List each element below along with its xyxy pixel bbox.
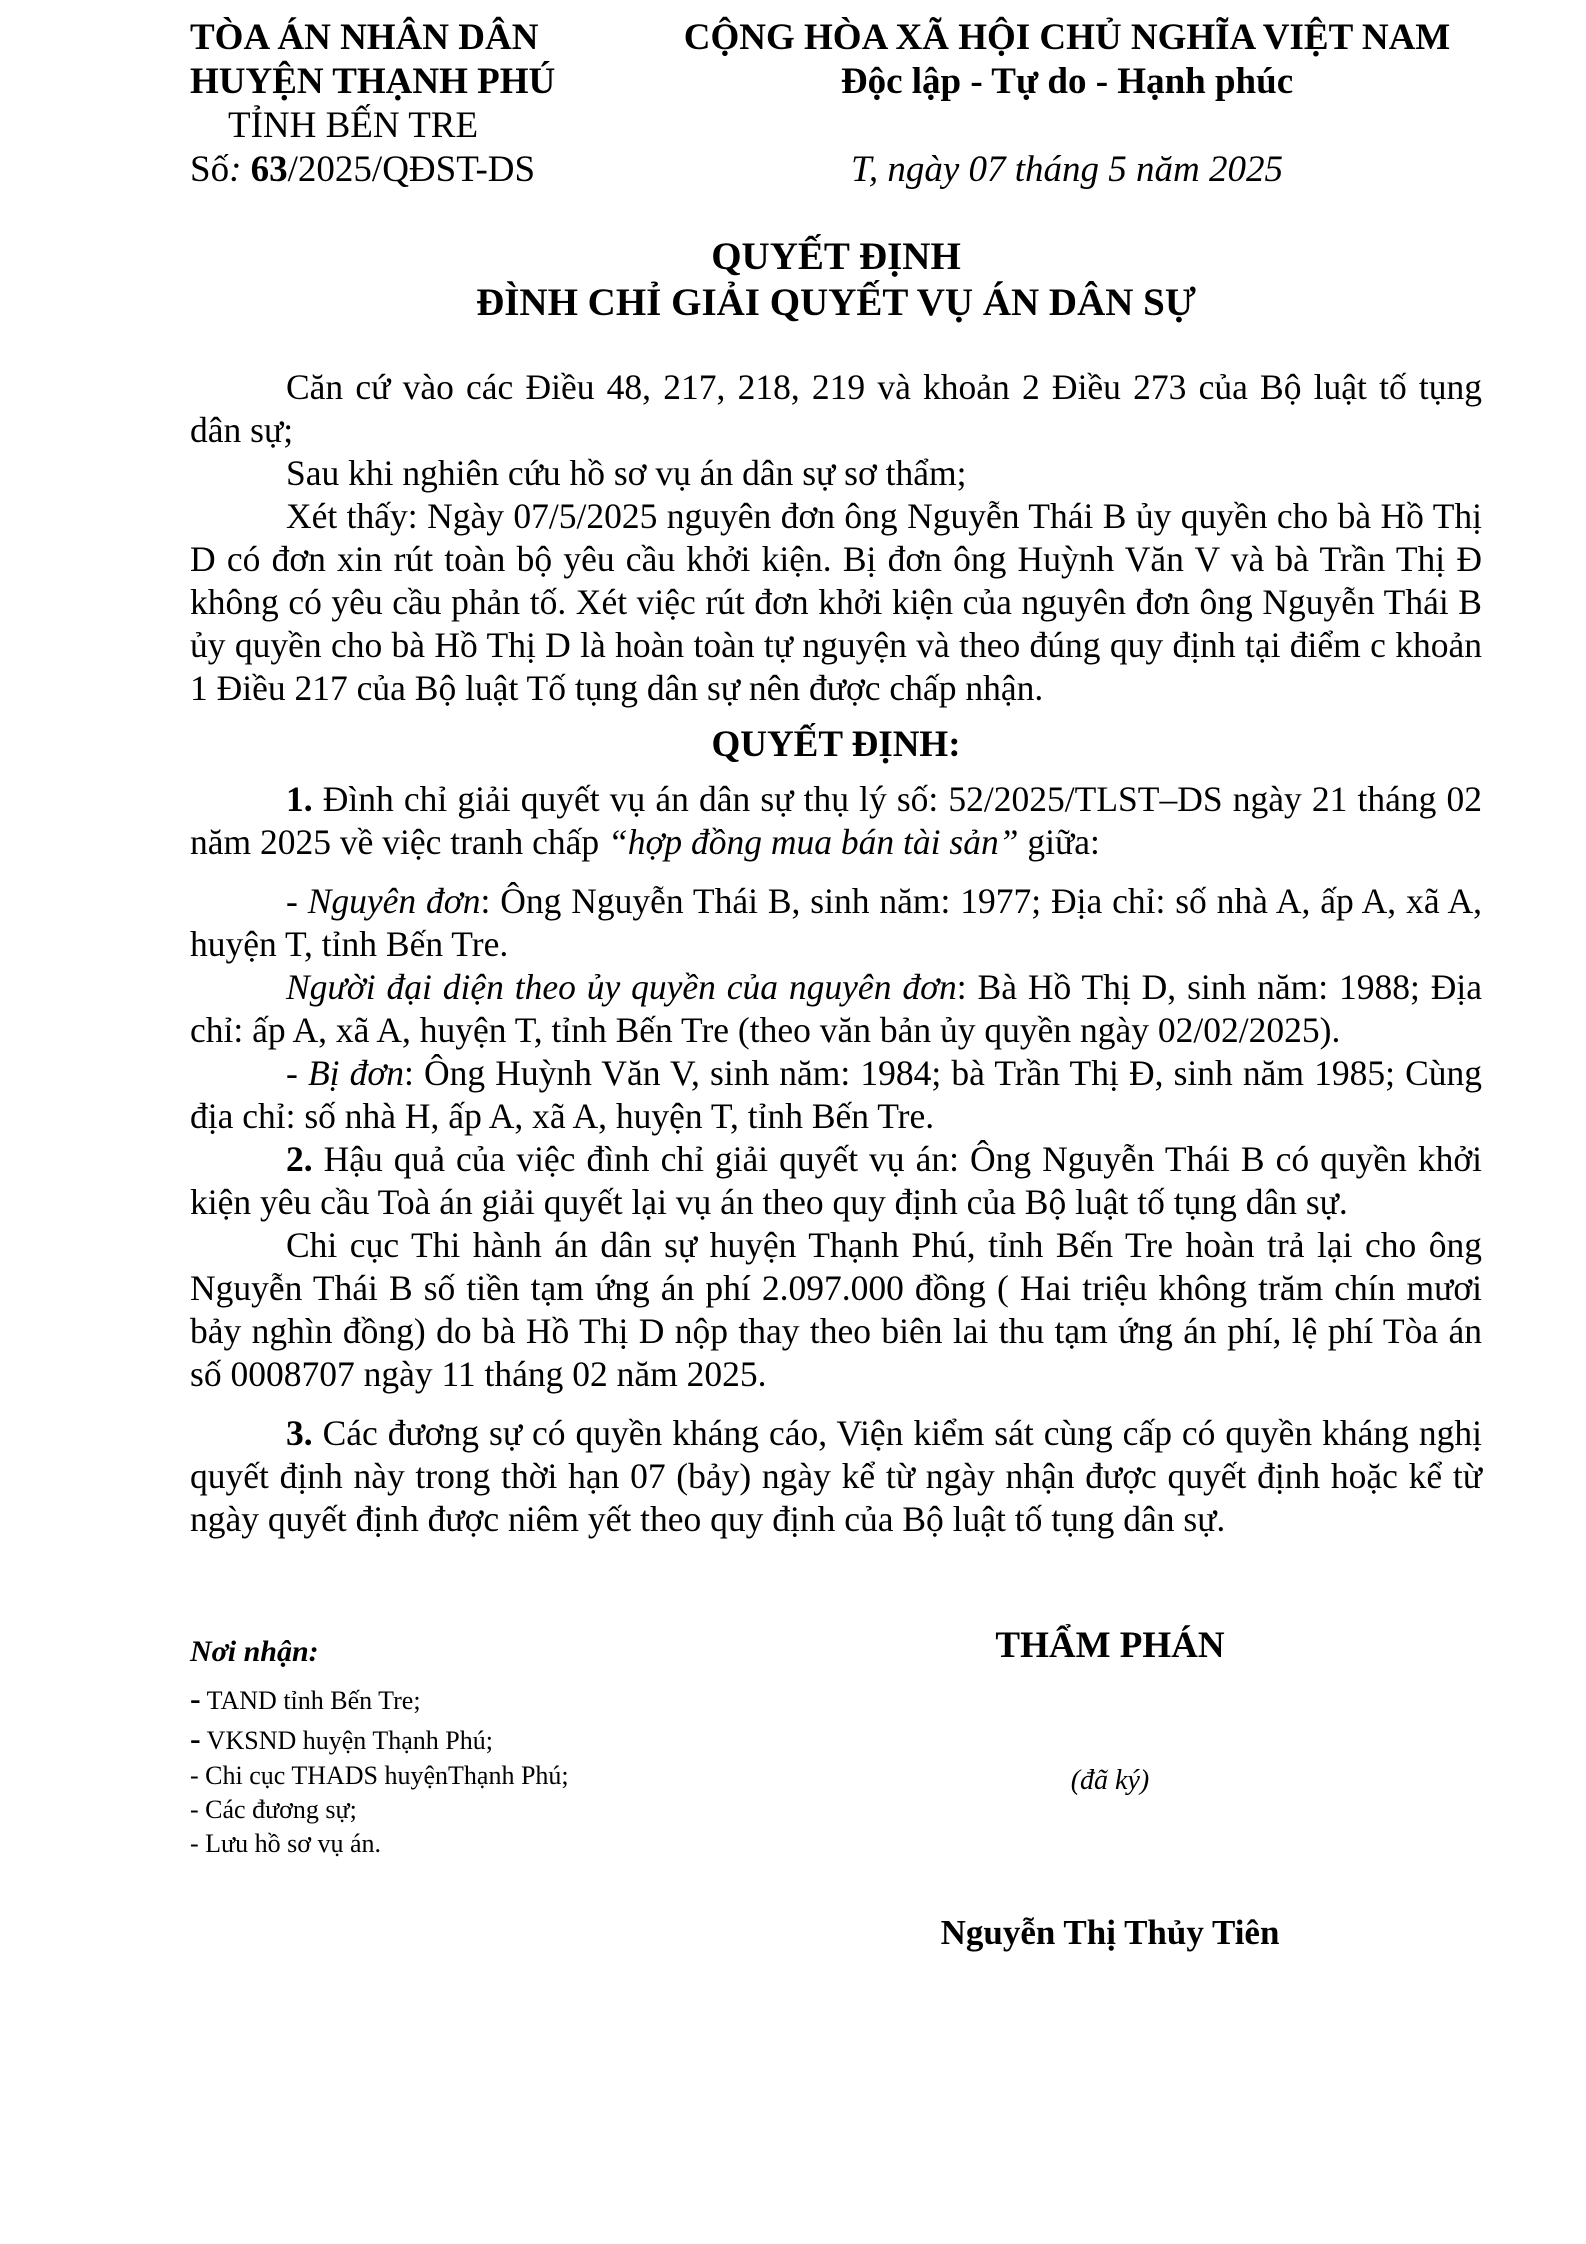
item-1-tail: giữa: <box>1018 822 1100 862</box>
signed-note: (đã ký) <box>1070 1765 1150 1796</box>
number-colon: : <box>229 149 242 190</box>
considering-paragraph: Xét thấy: Ngày 07/5/2025 nguyên đơn ông Nguyễn Thái B ủy quyền cho bà Hồ Thị D có đơn xin rút toàn bộ yêu cầu khởi kiện. Bị đơn ông Huỳnh Văn V và bà Trần Thị Đ không có yêu cầu phản tố. Xét việc rút đơn khởi kiện của nguyên đơn ông Nguyễn Thái B ủy quyền cho bà Hồ Thị D là hoàn toàn tự nguyện và theo đúng quy định tại điểm c khoản 1 Điều 217 của Bộ luật Tố tụng dân sự nên được chấp nhận. <box>190 496 1482 708</box>
court-name-line1: TÒA ÁN NHÂN DÂN <box>190 17 539 58</box>
plaintiff-label: Nguyên đơn <box>307 881 481 921</box>
signer-role: THẨM PHÁN <box>995 1625 1225 1666</box>
court-name-line3: TỈNH BẾN TRE <box>228 105 479 146</box>
representative-paragraph <box>190 966 1482 1052</box>
review-paragraph: Sau khi nghiên cứu hồ sơ vụ án dân sự sơ thẩm; <box>286 453 967 493</box>
national-motto: Độc lập - Tự do - Hạnh phúc <box>840 61 1294 102</box>
number-value: 63 <box>250 149 288 190</box>
defendant-dash: - <box>286 1053 308 1093</box>
recipient-text: - Lưu hồ sơ vụ án. <box>190 1829 382 1858</box>
item-3-text: Các đương sự có quyền kháng cáo, Viện kiểm sát cùng cấp có quyền kháng nghị quyết định này trong thời hạn 07 (bảy) ngày kể từ ngày nhận được quyết định hoặc kể từ ngày quyết định được niêm yết theo quy định của Bộ luật tố tụng dân sự. <box>190 1413 1482 1539</box>
item-2-number: 2. <box>286 1139 313 1179</box>
document-title: QUYẾT ĐỊNH <box>711 235 961 278</box>
refund-paragraph: Chi cục Thi hành án dân sự huyện Thạnh Phú, tỉnh Bến Tre hoàn trả lại cho ông Nguyễn Thái B số tiền tạm ứng án phí 2.097.000 đồng ( Hai triệu không trăm chín mươi bảy nghìn đồng) do bà Hồ Thị D nộp thay theo biên lai thu tạm ứng án phí, lệ phí Tòa án số 0008707 ngày 11 tháng 02 năm 2025. <box>190 1225 1482 1394</box>
document-subtitle: ĐÌNH CHỈ GIẢI QUYẾT VỤ ÁN DÂN SỰ <box>476 281 1196 324</box>
defendant-label: Bị đơn <box>307 1053 405 1093</box>
recipient-text: TAND tỉnh Bến Tre; <box>200 1686 421 1715</box>
recipients-list <box>190 1682 569 1862</box>
legal-basis-paragraph: Căn cứ vào các Điều 48, 217, 218, 219 và khoản 2 Điều 273 của Bộ luật tố tụng dân sự; <box>190 367 1482 450</box>
recipient-text: VKSND huyện Thạnh Phú; <box>200 1726 493 1755</box>
decision-item-2 <box>190 1138 1482 1224</box>
decision-item-1 <box>190 778 1482 864</box>
plaintiff-details: : Ông Nguyễn Thái B, sinh năm: 1977; Địa chỉ: số nhà A, ấp A, xã A, huyện T, tỉnh Bến Tre. <box>190 881 1483 964</box>
decision-item-3 <box>190 1412 1482 1541</box>
item-1-text: Đình chỉ giải quyết vụ án dân sự thụ lý số: 52/2025/TLST–DS ngày 21 tháng 02 năm 2025 về việc tranh chấp <box>190 779 1482 862</box>
representative-details: : Bà Hồ Thị D, sinh năm: 1988; Địa chỉ: ấp A, xã A, huyện T, tỉnh Bến Tre (theo văn bản ủy quyền ngày 02/02/2025). <box>190 967 1483 1050</box>
signer-name: Nguyễn Thị Thủy Tiên <box>940 1913 1280 1952</box>
recipient-text: - Các đương sự; <box>190 1795 357 1824</box>
recipient-item <box>190 1722 569 1760</box>
recipient-text: - Chi cục THADS huyệnThạnh Phú; <box>190 1761 569 1790</box>
recipients-heading: Nơi nhận: <box>190 1635 319 1668</box>
item-1-number: 1. <box>286 779 313 819</box>
item-2-text: Hậu quả của việc đình chỉ giải quyết vụ án: Ông Nguyễn Thái B có quyền khởi kiện yêu cầu Toà án giải quyết lại vụ án theo quy định của Bộ luật tố tụng dân sự. <box>190 1139 1482 1222</box>
decision-number <box>190 148 535 192</box>
number-prefix: Số <box>190 149 230 190</box>
preamble <box>190 366 1482 710</box>
number-suffix: /2025/QĐST-DS <box>287 149 536 190</box>
decision-body <box>190 778 1482 1541</box>
plaintiff-dash: - <box>286 881 308 921</box>
recipient-item <box>190 1794 569 1828</box>
republic-name: CỘNG HÒA XÃ HỘI CHỦ NGHĨA VIỆT NAM <box>683 17 1451 58</box>
defendant-details: : Ông Huỳnh Văn V, sinh năm: 1984; bà Trần Thị Đ, sinh năm 1985; Cùng địa chỉ: số nhà H, ấp A, xã A, huyện T, tỉnh Bến Tre. <box>190 1053 1482 1136</box>
recipient-item <box>190 1828 569 1862</box>
defendant-paragraph <box>190 1052 1482 1138</box>
representative-label: Người đại diện theo ủy quyền của nguyên đơn <box>286 967 957 1007</box>
decision-heading: QUYẾT ĐỊNH: <box>711 724 961 765</box>
recipient-dash: - <box>190 1720 201 1756</box>
item-3-number: 3. <box>286 1413 313 1453</box>
recipient-dash: - <box>190 1680 201 1716</box>
dispute-type: “hợp đồng mua bán tài sản” <box>607 822 1019 862</box>
court-name-line2: HUYỆN THẠNH PHÚ <box>190 61 556 102</box>
plaintiff-paragraph <box>190 880 1482 966</box>
issue-date: T, ngày 07 tháng 5 năm 2025 <box>850 149 1283 190</box>
recipient-item <box>190 1682 569 1722</box>
recipient-item <box>190 1760 569 1794</box>
